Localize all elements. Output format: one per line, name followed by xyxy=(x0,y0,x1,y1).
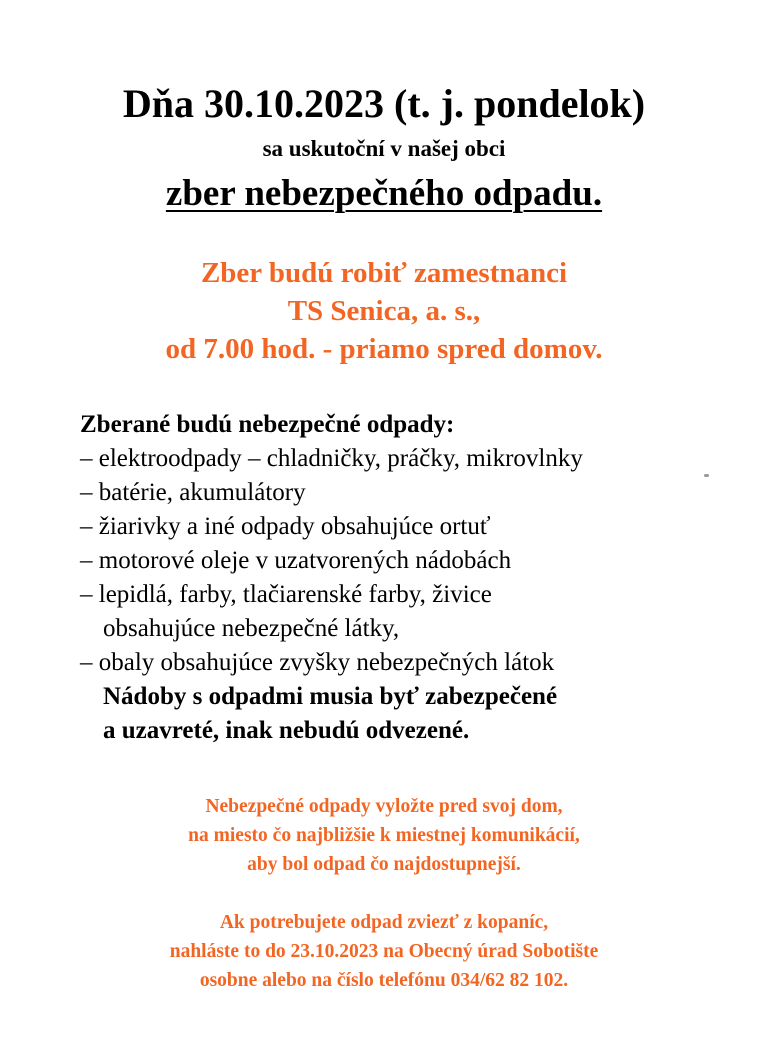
list-item: – motorové oleje v uzatvorených nádobách xyxy=(80,547,512,574)
list-item: – obaly obsahujúce zvyšky nebezpečných látok xyxy=(80,649,555,676)
remote-notice-line-1: Ak potrebujete odpad zviezť z kopaníc, xyxy=(219,912,549,933)
remote-notice-line-2: nahláste to do 23.10.2023 na Obecný úrad Sobotište xyxy=(169,941,599,962)
list-item: – žiarivky a iné odpady obsahujúce ortuť xyxy=(80,513,491,540)
waste-list xyxy=(80,442,720,680)
list-item: – elektroodpady – chladničky, práčky, mikrovlnky xyxy=(80,445,583,472)
scan-speck xyxy=(704,474,709,477)
warning-line-1: Nádoby s odpadmi musia byť zabezpečené xyxy=(103,683,558,710)
main-title: zber nebezpečného odpadu. xyxy=(165,173,603,214)
placement-notice-line-1: Nebezpečné odpady vyložte pred svoj dom, xyxy=(205,796,563,817)
placement-notice-line-3: aby bol odpad čo najdostupnejší. xyxy=(247,854,521,875)
intro-line-3: od 7.00 hod. - priamo spred domov. xyxy=(165,333,603,365)
intro-line-2: TS Senica, a. s., xyxy=(287,295,481,327)
intro-block xyxy=(0,254,768,368)
list-item-continuation: obsahujúce nebezpečné látky, xyxy=(103,615,400,642)
warning-line-2: a uzavreté, inak nebudú odvezené. xyxy=(103,717,470,744)
intro-line-1: Zber budú robiť zamestnanci xyxy=(200,257,568,289)
subline: sa uskutoční v našej obci xyxy=(262,136,506,161)
waste-list-block xyxy=(80,408,720,748)
list-item: – batérie, akumulátory xyxy=(80,479,306,506)
list-item: – lepidlá, farby, tlačiarenské farby, živice xyxy=(80,581,492,608)
headline-date: Dňa 30.10.2023 (t. j. pondelok) xyxy=(122,81,646,126)
waste-list-heading: Zberané budú nebezpečné odpady: xyxy=(80,411,455,438)
remote-notice-line-3: osobne alebo na číslo telefónu 034/62 82 102. xyxy=(199,970,569,991)
placement-notice xyxy=(0,792,768,879)
placement-notice-line-2: na miesto čo najbližšie k miestnej komunikácií, xyxy=(188,825,580,846)
remote-pickup-notice xyxy=(0,908,768,995)
